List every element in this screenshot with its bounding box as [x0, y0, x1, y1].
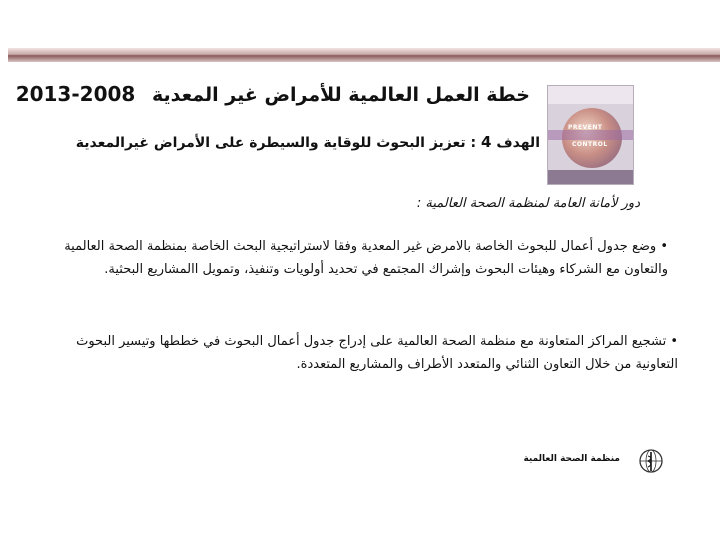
goal-number: 4	[481, 133, 492, 151]
who-emblem-icon	[638, 448, 664, 474]
title-years: 2013-2008	[15, 82, 136, 106]
bullet-item-2: • تشجيع المراكز المتعاونة مع منظمة الصحة العالمية على إدراج جدول أعمال البحوث في خططها وتيسير البحوث التعاونية من خلال التعاون الثنائي والمتعدد الأطراف والمشاريع المتعددة.	[76, 334, 678, 372]
bullet-item-1: • وضع جدول أعمال للبحوث الخاصة بالامرض غير المعدية وفقا لاستراتيجية البحث الخاصة بمنظمة الصحة العالمية والتعاون مع الشركاء وهيئات البحوث وإشراك المجتمع في تحديد أولويات وتنفيذ، وتمويل االمشاريع البحثية.	[64, 239, 668, 277]
goal-heading	[75, 133, 540, 151]
page-title	[15, 82, 530, 106]
cover-text-prevent: PREVENT	[568, 124, 603, 131]
footer	[500, 448, 680, 478]
footer-org-name: منظمة الصحة العالمية	[523, 454, 620, 464]
report-cover-image	[547, 85, 634, 185]
role-heading: دور لأمانة العامة لمنظمة الصحة العالمية :	[416, 196, 640, 211]
header-band	[8, 48, 720, 62]
goal-text: : تعزيز البحوث للوقاية والسيطرة على الأمراض غيرالمعدية	[75, 135, 477, 151]
cover-text-control: CONTROL	[572, 141, 608, 148]
title-text: خطة العمل العالمية للأمراض غير المعدية	[151, 84, 530, 106]
goal-label: الهدف	[496, 135, 540, 151]
